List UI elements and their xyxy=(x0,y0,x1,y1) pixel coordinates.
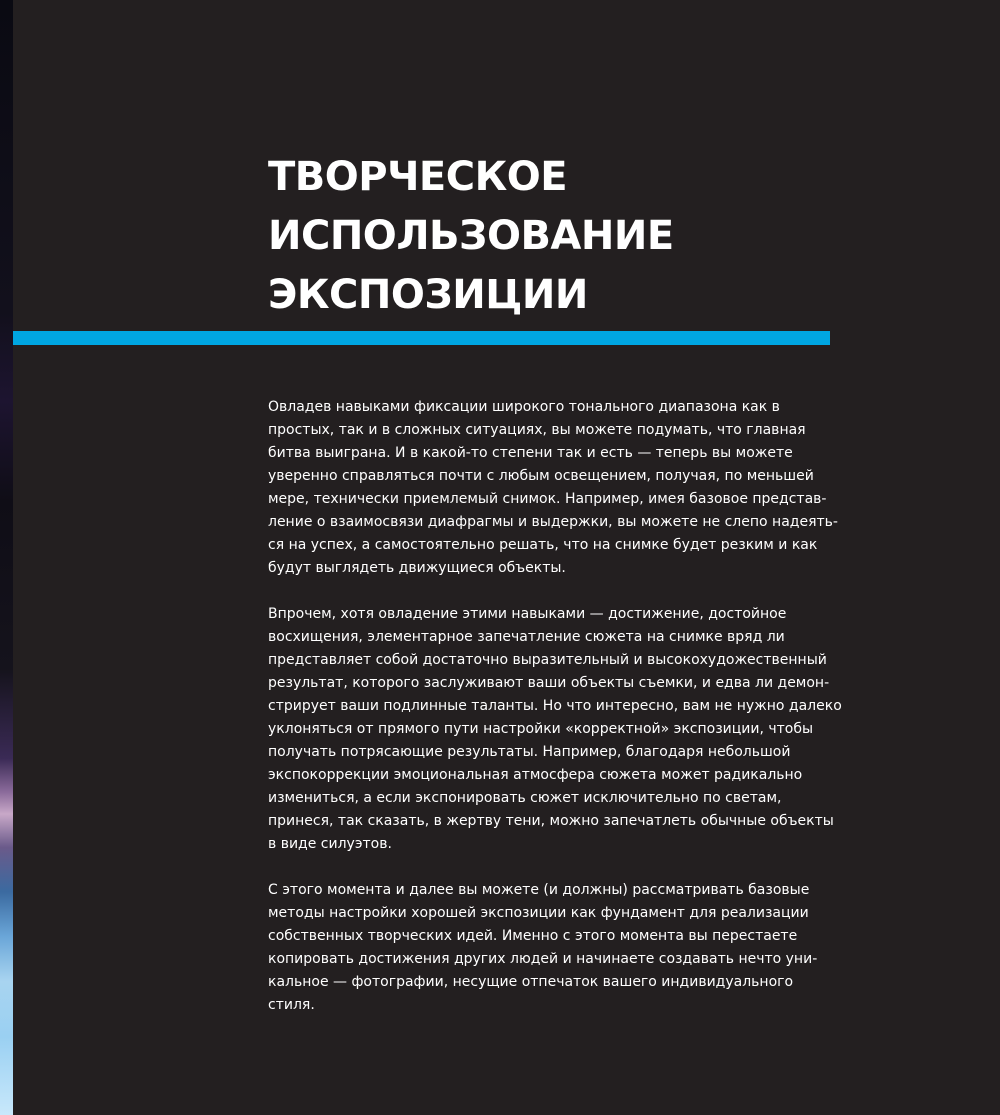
text-line: Впрочем, хотя овладение этими навыками — достижение, достойное xyxy=(268,606,787,622)
text-line: ся на успех, а самостоятельно решать, что на снимке будет резким и как xyxy=(268,537,818,553)
text-line: стиля. xyxy=(268,997,315,1013)
text-line: получать потрясающие результаты. Например, благодаря небольшой xyxy=(268,744,791,760)
text-line: стрирует ваши подлинные таланты. Но что интересно, вам не нужно далеко xyxy=(268,698,842,714)
text-line: результат, которого заслуживают ваши объекты съемки, и едва ли демон- xyxy=(268,675,830,691)
text-line: уверенно справляться почти с любым освещением, получая, по меньшей xyxy=(268,468,814,484)
text-line: простых, так и в сложных ситуациях, вы можете подумать, что главная xyxy=(268,422,806,438)
text-line: принеся, так сказать, в жертву тени, можно запечатлеть обычные объекты xyxy=(268,813,834,829)
text-line: уклоняться от прямого пути настройки «корректной» экспозиции, чтобы xyxy=(268,721,814,737)
body-text xyxy=(268,396,842,1040)
text-line: экспокоррекции эмоциональная атмосфера сюжета может радикально xyxy=(268,767,803,783)
chapter-title-line: ИСПОЛЬЗОВАНИЕ xyxy=(268,213,674,259)
text-line: мере, технически приемлемый снимок. Например, имея базовое представ- xyxy=(268,491,827,507)
text-line: копировать достижения других людей и начинаете создавать нечто уни- xyxy=(268,951,818,967)
text-line: восхищения, элементарное запечатление сюжета на снимке вряд ли xyxy=(268,629,785,645)
text-line: Овладев навыками фиксации широкого тонального диапазона как в xyxy=(268,399,780,415)
accent-bar xyxy=(13,331,830,345)
text-line: методы настройки хорошей экспозиции как фундамент для реализации xyxy=(268,905,809,921)
text-line: представляет собой достаточно выразительный и высокохудожественный xyxy=(268,652,827,668)
paragraph-1 xyxy=(268,396,838,580)
text-line: ление о взаимосвязи диафрагмы и выдержки, вы можете не слепо надеять- xyxy=(268,514,838,530)
text-line: в виде силуэтов. xyxy=(268,836,392,852)
text-line: измениться, а если экспонировать сюжет исключительно по светам, xyxy=(268,790,782,806)
text-line: собственных творческих идей. Именно с этого момента вы перестаете xyxy=(268,928,798,944)
photo-edge-strip xyxy=(0,0,13,1115)
paragraph-3 xyxy=(268,879,838,1017)
text-line: кальное — фотографии, несущие отпечаток вашего индивидуального xyxy=(268,974,794,990)
chapter-title-line: ТВОРЧЕСКОЕ xyxy=(268,154,568,200)
text-line: С этого момента и далее вы можете (и должны) рассматривать базовые xyxy=(268,882,810,898)
chapter-title-line: ЭКСПОЗИЦИИ xyxy=(268,272,588,318)
chapter-title xyxy=(268,148,908,325)
text-line: будут выглядеть движущиеся объекты. xyxy=(268,560,566,576)
text-line: битва выиграна. И в какой-то степени так и есть — теперь вы можете xyxy=(268,445,793,461)
paragraph-2 xyxy=(268,603,842,856)
